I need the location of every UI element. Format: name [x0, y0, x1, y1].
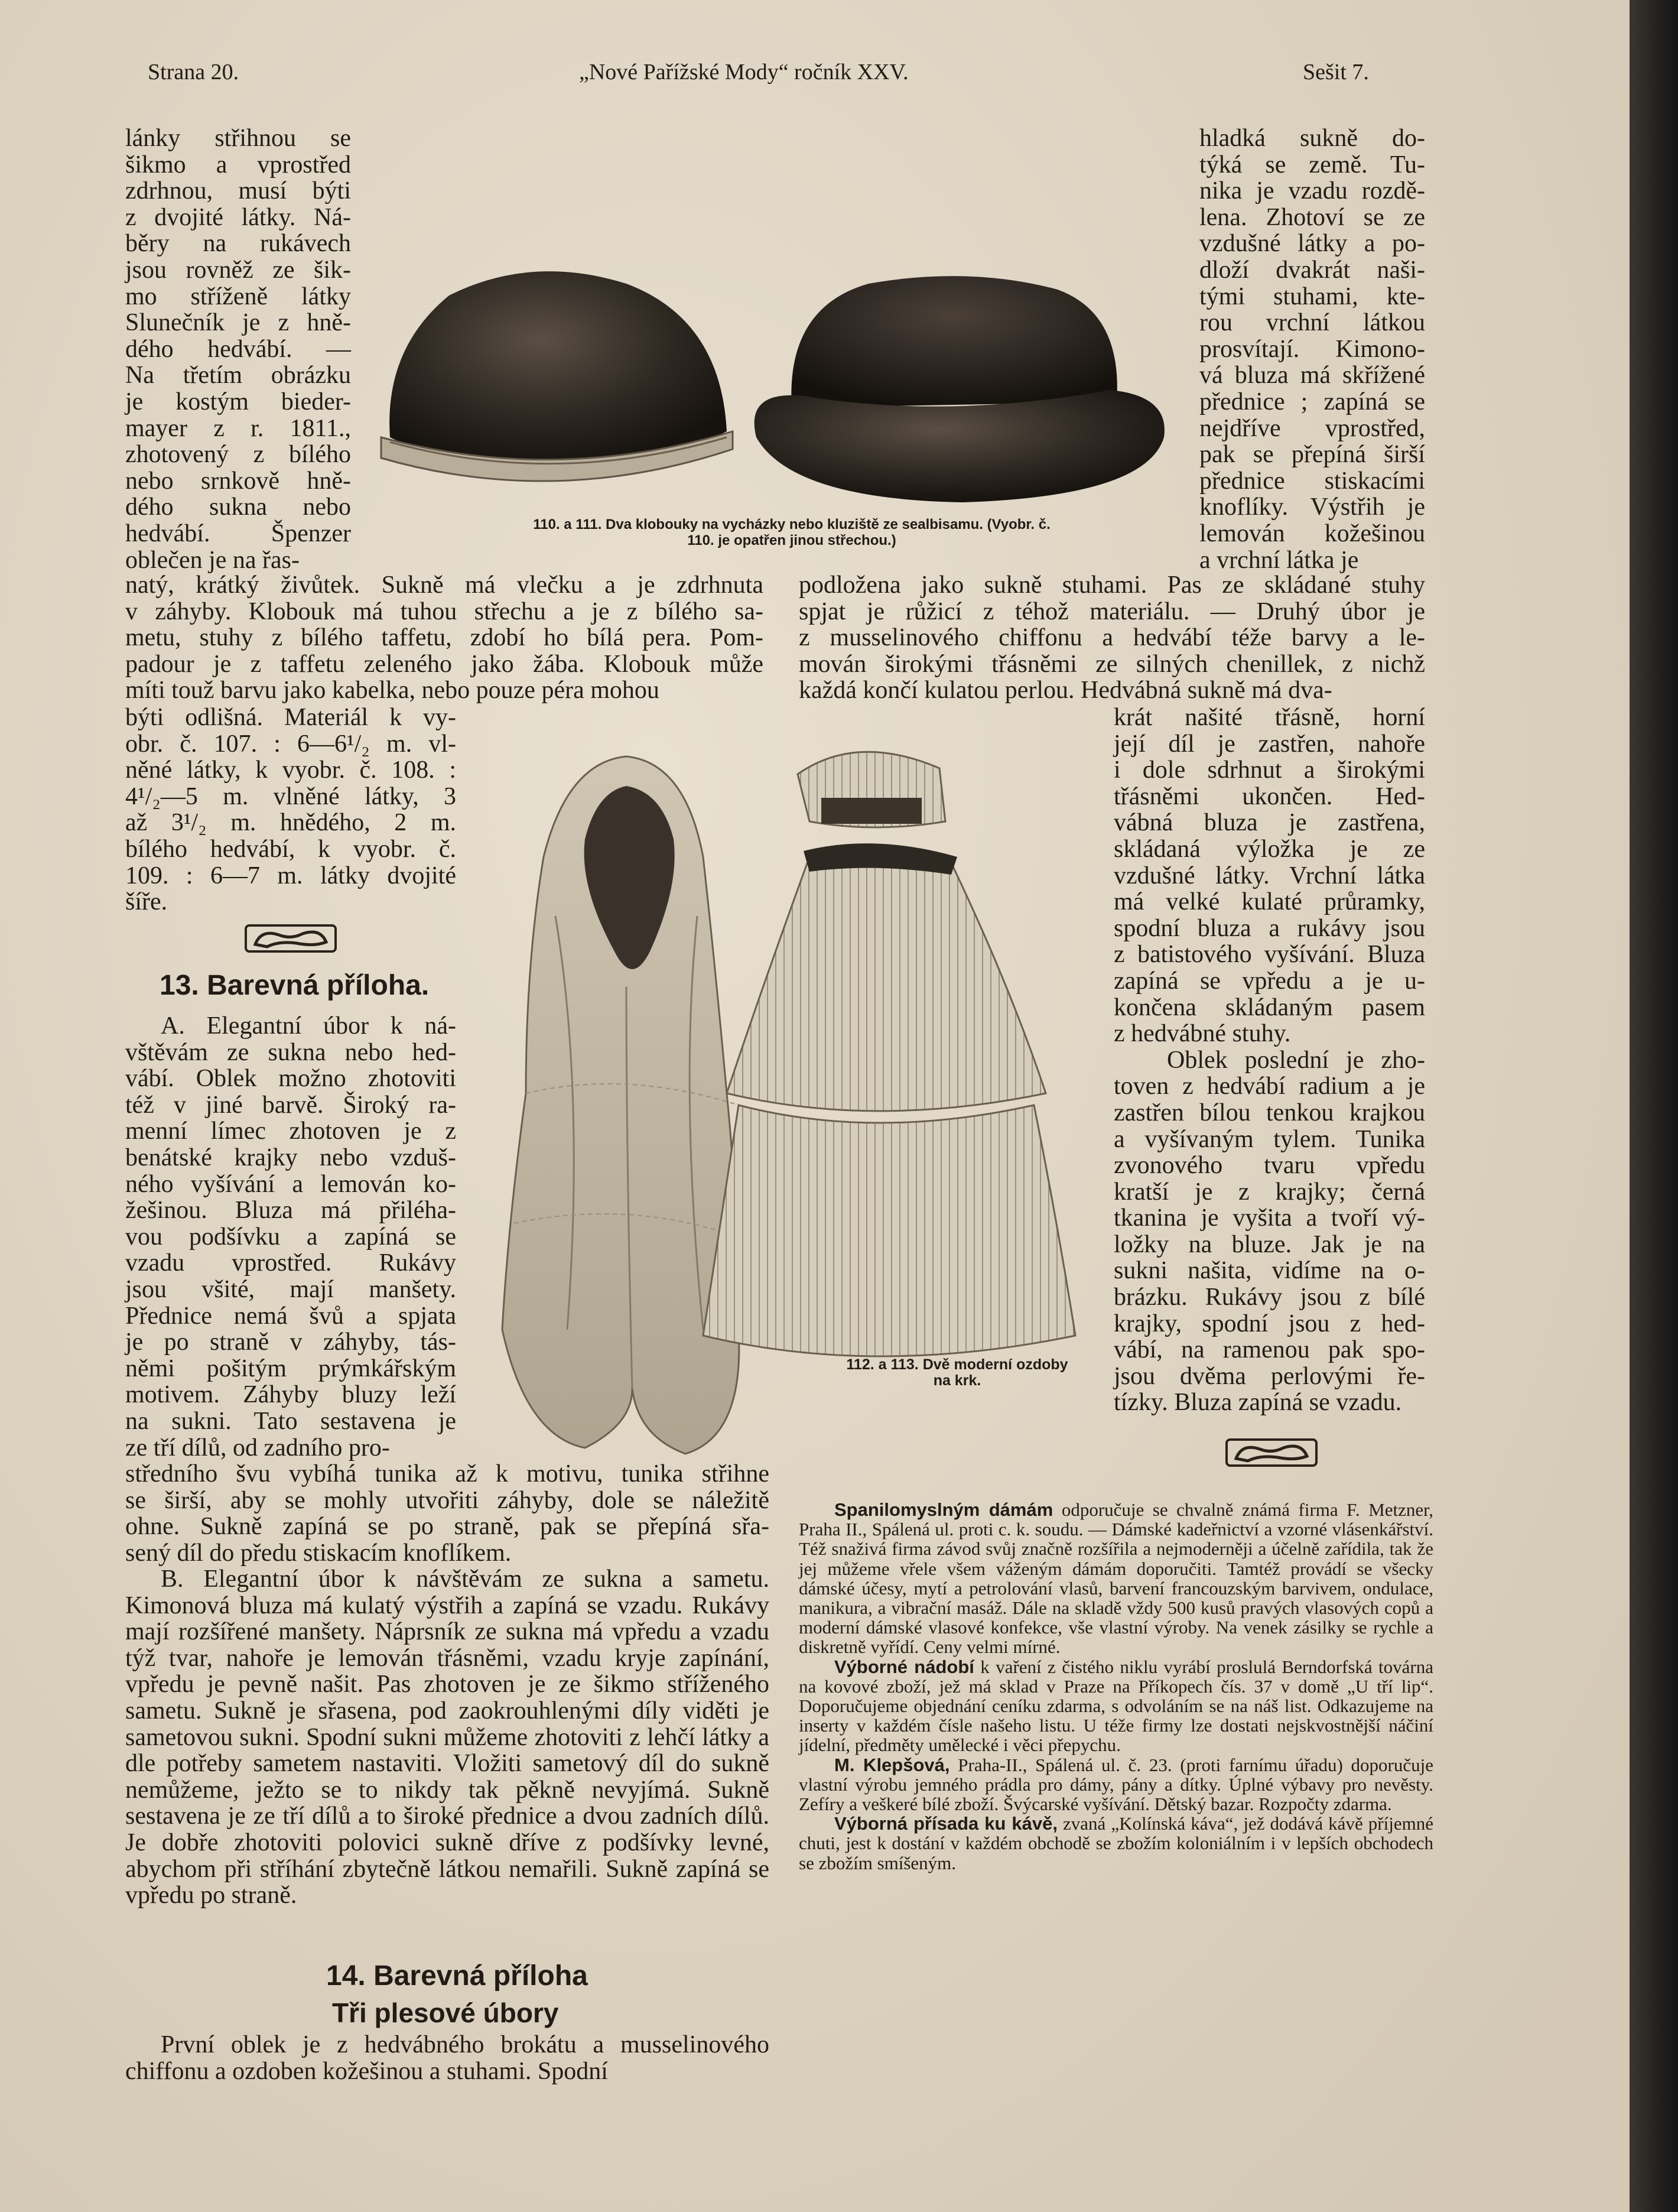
hat-left: [381, 271, 733, 481]
text-line: obr. č. 107. : 6—6¹/₂ m. vl-: [125, 730, 456, 758]
ad-paragraph: [799, 1500, 1433, 1657]
text-line: menní límec zhotoven je z: [125, 1118, 456, 1145]
text-line: hladká sukně do-: [1199, 125, 1425, 152]
text-line: dého hedvábí. —: [125, 335, 351, 363]
text-line: nebo srnkově hně-: [125, 467, 351, 495]
text-line: Oblek poslední je zho-: [1167, 1046, 1425, 1074]
text-line: metu, stuhy z bílého taffetu, zdobí ho bílá pera. Pom-: [125, 624, 763, 652]
text-line: má velké kulaté průramky,: [1114, 888, 1425, 916]
text-line: zhotovený z bílého: [125, 441, 351, 469]
text-line: tými stuhami, kte-: [1199, 282, 1425, 310]
text-line: lemován kožešinou: [1199, 519, 1425, 547]
text-line: končena skládaným pasem: [1114, 993, 1425, 1021]
ad-text: Praha-II., Spálená ul. č. 23. (proti farnímu úřadu) doporučuje vlastní výrobu jemného prádla pro dámy, pány a dítky. Úplné výbavy pro nevěsty. Zefíry a veškeré bílé zboží. Švýcarské vyšívání. Dětský bazar. Rozpočty zdarma.: [799, 1754, 1434, 1815]
text-line: skládaná výložka je ze: [1114, 835, 1425, 863]
text-line: nika je vzadu rozdě-: [1199, 177, 1425, 205]
text-line: vá bluza má skřížené: [1199, 362, 1425, 389]
text-line: vzdušné látky a po-: [1199, 230, 1425, 258]
text-line: zvonového tvaru vpředu: [1114, 1152, 1425, 1180]
text-line: vštěvám ze sukna nebo hed-: [125, 1038, 456, 1066]
text-line: vábí, na ramenou pak spo-: [1114, 1336, 1425, 1364]
text-line: motivem. Záhyby bluzy leží: [125, 1381, 456, 1409]
section-13-heading: 13. Barevná příloha.: [160, 970, 430, 1001]
text-line: vou podšívku a zapíná se: [125, 1223, 456, 1250]
right-narrow-column: [1199, 125, 1425, 573]
dark-scan-edge: [1630, 0, 1678, 2212]
text-line: dého sukna nebo: [125, 493, 351, 521]
hats-caption: [414, 517, 1170, 548]
text-line: sený díl do předu stiskacím knoflíkem.: [125, 1539, 512, 1567]
text-line: jsou všité, mají manšety.: [125, 1275, 456, 1303]
text-line: každá končí kulatou perlou. Hedvábná sukně má dva-: [799, 677, 1332, 704]
text-line: býti odlišná. Materiál k vy-: [125, 704, 456, 731]
section-14-heading: 14. Barevná příloha: [326, 1960, 588, 1992]
section-14-paragraph: První oblek je z hedvábného brokátu a musselinového chiffonu a ozdoben kožešinou a stuhami. Spodní: [125, 2031, 769, 2085]
materials-column: [125, 704, 456, 915]
text-line: zastřen bílou tenkou krajkou: [1114, 1099, 1425, 1126]
text-line: knoflíky. Výstřih je: [1199, 493, 1425, 521]
section-13-column: [125, 1013, 456, 1461]
text-line: šikmo a vprostřed: [125, 151, 351, 178]
ad-lead: M. Klepšová,: [834, 1754, 950, 1775]
scroll-flourish-icon: [243, 921, 338, 955]
text-line: lena. Zhotoví se ze: [1199, 203, 1425, 231]
text-line: se širší, aby se mohly utvořiti záhyby, dole se náležitě: [125, 1486, 769, 1514]
text-line: spjat je růžicí z téhož materiálu. — Druhý úbor je: [799, 597, 1425, 625]
text-line: Přednice nemá švů a spjata: [125, 1302, 456, 1330]
neckwear-caption-line-1: 112. a 113. Dvě moderní ozdoby: [846, 1356, 1068, 1373]
text-line: z batistového vyšívání. Bluza: [1114, 941, 1425, 969]
text-line: středního švu vybíhá tunika až k motivu, tunika střihne: [125, 1460, 769, 1487]
journal-title: „Nové Pařížské Mody“ ročník XXV.: [579, 60, 909, 85]
text-line: přednice ; zapíná se: [1199, 388, 1425, 415]
text-line: sukni našita, vidíme na o-: [1114, 1257, 1425, 1285]
text-line: žešinou. Bluza má přiléha-: [125, 1197, 456, 1224]
text-line: až 3¹/₂ m. hnědého, 2 m.: [125, 809, 456, 837]
ad-paragraph: [799, 1657, 1433, 1755]
text-line: na sukni. Tato sestavena je: [125, 1407, 456, 1435]
text-line: z hedvábné stuhy.: [1114, 1020, 1291, 1048]
text-line: vábná bluza je zastřena,: [1114, 809, 1425, 837]
hats-caption-line-2: 110. je opatřen jinou střechou.): [687, 532, 896, 548]
text-line: spodní bluza a rukávy jsou: [1114, 914, 1425, 942]
text-line: benátské krajky nebo vzduš-: [125, 1144, 456, 1171]
ad-lead: Spanilomyslným dámám: [834, 1499, 1053, 1520]
text-line: vzdušné látky. Vrchní látka: [1114, 862, 1425, 889]
section-14-subheading: Tři plesové úbory: [332, 1997, 559, 2028]
text-line: lánky střihnou se: [125, 125, 351, 152]
section-13-paragraph-b: [125, 1566, 769, 1909]
text-line: něné látky, k vyobr. č. 108. :: [125, 756, 456, 784]
text-line: a vrchní látka je: [1199, 546, 1359, 574]
text-line: prosvítají. Kimono-: [1199, 335, 1425, 363]
text-line: její díl je zastřen, nahoře: [1114, 730, 1425, 758]
text-line: z dvojité látky. Ná-: [125, 203, 351, 231]
text-line: třásněmi ukončen. Hed-: [1114, 782, 1425, 810]
text-line: běry na rukávech: [125, 230, 351, 258]
text-line: ložky na bluze. Jak je na: [1114, 1230, 1425, 1258]
scroll-flourish-icon: [1224, 1435, 1319, 1469]
text-line: oblečen je na řas-: [125, 546, 300, 574]
page-number: Strana 20.: [148, 60, 239, 85]
text-line: toven z hedvábí radium a je: [1114, 1073, 1425, 1100]
text-line: Slunečník je z hně-: [125, 309, 351, 337]
text-line: rou vrchní látkou: [1199, 309, 1425, 337]
ad-text: k vaření z čistého niklu vyrábí proslulá Berndorfská továrna na kovové zboží, jež má sklad v Praze na Příkopech čís. 37 v domě „U tří lip“. Doporučujeme objednání ceníku zdarma, s odvoláním se na náš list. Odkazujeme na inserty v každém čísle našeho listu. U téže firmy lze dostati nejskvostnější náčiní jídelní, předměty umělecké i věci přepychu.: [799, 1656, 1434, 1756]
text-line: z musselinového chiffonu a hedvábí téže barvy a le-: [799, 624, 1425, 652]
text-line: 4¹/₂—5 m. vlněné látky, 3: [125, 782, 456, 810]
neckwear-caption-line-2: na krk.: [933, 1372, 981, 1389]
text-line: šíře.: [125, 888, 168, 916]
text-line: též v jiné barvě. Široký ra-: [125, 1091, 456, 1119]
text-line: podložena jako sukně stuhami. Pas ze skládané stuhy: [799, 571, 1425, 599]
text-line: míti touž barvu jako kabelka, nebo pouze péra mohou: [125, 677, 659, 704]
text-line: vzadu vprostřed. Rukávy: [125, 1249, 456, 1277]
text-line: týká se země. Tu-: [1199, 151, 1425, 178]
text-line: A. Elegantní úbor k ná-: [161, 1012, 456, 1040]
text-line: ného vyšívání a lemován ko-: [125, 1170, 456, 1198]
text-line: němi pošitým prýmkářským: [125, 1355, 456, 1382]
right-middle-column: [1114, 704, 1425, 1416]
text-line: brázku. Rukávy jsou z bílé: [1114, 1284, 1425, 1311]
text-line: bílého hedvábí, k vyobr. č.: [125, 835, 456, 863]
text-line: 109. : 6—7 m. látky dvojité: [125, 862, 456, 889]
pleated-ruff-113: [703, 752, 1075, 1356]
text-line: tízky. Bluza zapíná se vzadu.: [1114, 1389, 1402, 1417]
text-line: Na třetím obrázku: [125, 362, 351, 389]
text-line: tkanina je vyšita a tvoří vý-: [1114, 1204, 1425, 1232]
hat-right: [755, 276, 1165, 502]
ad-text: odporučuje se chvalně známá firma F. Metzner, Praha II., Spálená ul. proti c. k. soudu. — Dámské kadeřnictví a vzorné vlásenkářství. Též snaživá firma závod svůj značně rozšířila a nejmoderněji a účelně zařídila, tak že jej můžeme vřele všem váženým dámám doporučiti. Tamtéž provádí se všecky dámské účesy, mytí a petrolování vlasů, barvení francouzským barvivem, ondulace, manikura, a vibrační masáž. Dále na skladě vždy 500 kusů pravých vlasových copů a moderní dámské vlasové konfekce, vše vlastní výroby. Na venek zásilky se rychle a diskretně vyřídí. Ceny velmi mírné.: [799, 1499, 1433, 1658]
left-wide-text-top: [125, 572, 763, 704]
ad-lead: Výborné nádobí: [834, 1656, 974, 1677]
text-line: padour je z taffetu zeleného jako žába. Klobouk může: [125, 650, 763, 678]
left-narrow-column: [125, 125, 351, 573]
text-line: mo stříženě látky: [125, 282, 351, 310]
lace-scarf-112: [502, 756, 739, 1454]
section-13-wide-text: [125, 1461, 769, 1566]
text-line: jsou rovněž ze šik-: [125, 256, 351, 284]
text-line: jsou dvěma perlovými ře-: [1114, 1362, 1425, 1390]
text-line: vábí. Oblek možno zhotoviti: [125, 1065, 456, 1093]
ad-paragraph: [799, 1814, 1433, 1873]
ad-paragraph: [799, 1755, 1433, 1814]
text-line: zdrhnou, musí býti: [125, 177, 351, 205]
text-line: krajky, spodní jsou z hed-: [1114, 1310, 1425, 1337]
section-14-text: [125, 2032, 769, 2084]
issue-number: Sešit 7.: [1303, 60, 1369, 85]
hats-caption-line-1: 110. a 111. Dva klobouky na vycházky nebo kluziště ze sealbisamu. (Vyobr. č.: [533, 517, 1051, 532]
text-line: hedvábí. Špenzer: [125, 519, 351, 547]
text-line: je kostým bieder-: [125, 388, 351, 415]
neckwear-caption: [827, 1357, 1087, 1389]
text-line: a vyšívaným tylem. Tunika: [1114, 1125, 1425, 1153]
text-line: dloží dvakrát naši-: [1199, 256, 1425, 284]
advertisements: [799, 1500, 1433, 1873]
ad-text: zvaná „Kolínská káva“, jež dodává kávě příjemné chuti, jest k dostání v každém obchodě se zbožím koloniálním i v lepších obchodech se zbožím smíšeným.: [799, 1813, 1433, 1873]
hats-figure: [378, 260, 1199, 514]
text-line: v záhyby. Klobouk má tuhou střechu a je z bílého sa-: [125, 597, 763, 625]
text-line: zapíná se vpředu a je u-: [1114, 967, 1425, 995]
text-line: i dole sdrhnut a širokými: [1114, 756, 1425, 784]
text-line: krát našité třásně, horní: [1114, 704, 1425, 731]
text-line: přednice stiskacími: [1199, 467, 1425, 495]
text-line: ze tří dílů, od zadního pro-: [125, 1434, 390, 1461]
text-line: je po straně v záhyby, tás-: [125, 1329, 456, 1356]
text-line: mován širokými třásněmi ze silných chenillek, z nichž: [799, 650, 1425, 678]
text-line: natý, krátký živůtek. Sukně má vlečku a je zdrhnuta: [125, 571, 763, 599]
text-line: pak se přepíná širší: [1199, 441, 1425, 469]
text-line: kratší je z krajky; černá: [1114, 1178, 1425, 1206]
paragraph-b-text: B. Elegantní úbor k návštěvám ze sukna a sametu. Kimonová bluza má kulatý výstřih a zapíná se vzadu. Rukávy mají rozšířené manšety. Náprsník ze sukna má vpředu a vzadu týž tvar, nahoře je lemován třásněmi, vzadu kryje zapínání, vpředu je pevně našit. Pas zhotoven je ze šikmo stříženého sametu. Sukně je sřasena, pod zaokrouhlenými díly viděti je sametovou sukni. Spodní sukni můžeme zhotoviti z lehčí látky a dle potřeby sametem nastaviti. Vložiti sametový díl do sukně nemůžeme, ježto se to nikdy tak pěkně nevyjímá. Sukně sestavena je ze tří dílů a to široké přednice a dvou zadních dílů. Je dobře zhotoviti polovici sukně dříve z podšívky levné, abychom při stříhání zbytečně látkou nemařili. Sukně zapíná se vpředu po straně.: [125, 1565, 769, 1909]
text-line: ohne. Sukně zapíná se po straně, pak se přepíná sřa-: [125, 1513, 769, 1541]
right-wide-text-top: [799, 572, 1425, 704]
text-line: nejdříve vprostřed,: [1199, 414, 1425, 442]
text-line: mayer z r. 1811.,: [125, 414, 351, 442]
ad-lead: Výborná přísada ku kávě,: [834, 1813, 1058, 1834]
